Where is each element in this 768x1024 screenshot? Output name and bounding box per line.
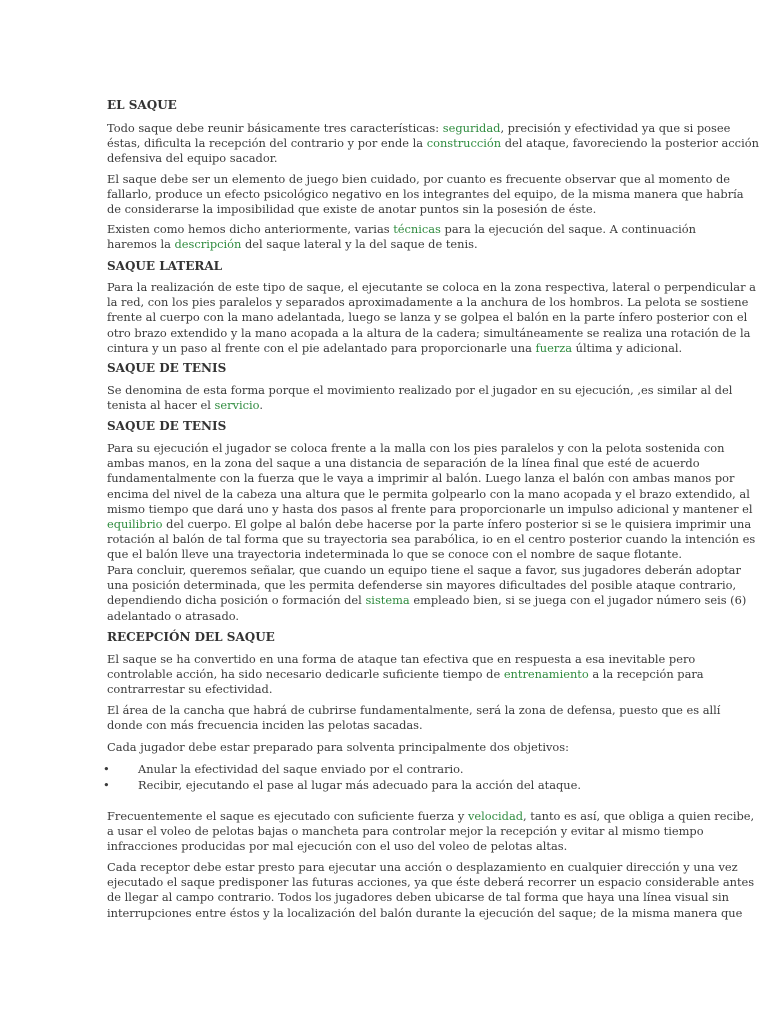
heading-saque-de-tenis-2: SAQUE DE TENIS [107,419,227,433]
text-line: mismo tiempo que dará uno y hasta dos pasos al frente para proporcionarle un impulso adicional y mantener el [107,501,753,516]
text: dependiendo dicha posición o formación del [107,593,366,608]
heading-recepcion-del-saque: RECEPCIÓN DEL SAQUE [107,630,275,644]
text-line: que el balón lleve una trayectoria indeterminada lo que se conoce con el nombre de saque flotante. [107,547,682,562]
paragraph-concluir [107,563,747,624]
paragraph-saque-tenis-ejecucion [107,441,756,563]
text: Frecuentemente el saque es ejecutado con suficiente fuerza y [107,809,468,823]
text: a la recepción para [588,667,704,682]
text-line: contrarrestar su efectividad. [107,682,273,697]
paragraph-saque-tenis-def [107,383,733,413]
text: , precisión y efectividad ya que si posee [500,121,731,135]
paragraph-tecnicas [107,222,696,252]
text: éstas, dificulta la recepción del contrario y por ende la [107,136,427,151]
paragraph-intro [107,121,759,167]
text: Todo saque debe reunir básicamente tres características: [107,121,443,135]
paragraph-receptor [107,860,755,921]
text: última y adicional. [572,340,683,355]
link-construccion[interactable]: construcción [426,136,502,151]
text-line: infracciones producidas por mal ejecución con el uso del voleo de pelotas altas. [107,839,568,854]
text-line: fallarlo, produce un efecto psicológico negativo en los integrantes del equipo, de la misma manera que habría [107,187,744,202]
paragraph-saque-cuidado [107,172,744,218]
paragraph-area-cancha [107,703,721,733]
text-line: rotación al balón de tal forma que su trayectoria sea parabólica, io en el centro posterior cuando la intención es [107,532,756,547]
link-fuerza[interactable]: fuerza [535,340,573,355]
text-line: Para concluir, queremos señalar, que cuando un equipo tiene el saque a favor, sus jugadores deberán adoptar [107,563,741,577]
text-line: Para su ejecución el jugador se coloca frente a la malla con los pies paralelos y con la pelota sostenida con [107,441,725,455]
list-item-text: Anular la efectividad del saque enviado por el contrario. [138,762,464,776]
text: empleado bien, si se juega con el jugador número seis (6) [409,593,747,608]
text-line: defensiva del equipo sacador. [107,151,278,166]
text-line: El área de la cancha que habrá de cubrirse fundamentalmente, será la zona de defensa, puesto que es allí [107,703,721,717]
heading-el-saque: EL SAQUE [107,98,177,112]
text-line: Cada jugador debe estar preparado para solventa principalmente dos objetivos: [107,740,569,754]
text-line: El saque debe ser un elemento de juego bien cuidado, por cuanto es frecuente observar que al momento de [107,172,730,186]
text-line: a usar el voleo de pelotas bajas o mancheta para controlar mejor la recepción y evitar al mismo tiempo [107,824,704,839]
text-line: El saque se ha convertido en una forma de ataque tan efectiva que en respuesta a esa inevitable pero [107,652,696,666]
text: tenista al hacer el [107,398,215,413]
text-line: Se denomina de esta forma porque el movimiento realizado por el jugador en su ejecución, ,es similar al del [107,383,733,397]
paragraph-saque-lateral [107,280,756,356]
text: del ataque, favoreciendo la posterior acción [501,136,759,151]
text: haremos la [107,237,175,252]
text-line: de considerarse la imposibilidad que existe de anotar puntos sin la posesión de éste. [107,202,597,217]
bullet-marker: • [103,778,110,792]
heading-saque-lateral: SAQUE LATERAL [107,259,223,273]
text: Existen como hemos dicho anteriormente, varias [107,222,394,236]
text: para la ejecución del saque. A continuación [440,222,696,236]
text-line: adelantado o atrasado. [107,608,240,623]
paragraph-recepcion [107,652,704,698]
link-seguridad[interactable]: seguridad [442,121,501,135]
link-velocidad[interactable]: velocidad [467,809,524,823]
text: del cuerpo. El golpe al balón debe hacerse por la parte ínfero posterior si se le quisiera imprimir una [162,517,752,532]
link-entrenamiento[interactable]: entrenamiento [503,667,589,682]
link-servicio[interactable]: servicio [214,398,260,413]
text-line: interrupciones entre éstos y la localización del balón durante la ejecución del saque; de la misma manera que [107,905,743,920]
text-line: Para la realización de este tipo de saque, el ejecutante se coloca en la zona respectiva, lateral o perpendicular a [107,280,756,294]
text-line: donde con más frecuencia inciden las pelotas sacadas. [107,718,423,733]
text-line: ejecutado el saque predisponer las futuras acciones, ya que éste deberá recorrer un espacio considerable antes [107,875,755,890]
link-descripcion[interactable]: descripción [174,237,242,252]
text-line: encima del nivel de la cabeza una altura que le permita golpearlo con la mano acopada y el brazo extendido, al [107,486,750,501]
text: del saque lateral y la del saque de tenis. [241,237,478,252]
link-equilibrio[interactable]: equilibrio [107,517,163,532]
link-sistema[interactable]: sistema [365,593,410,608]
text-line: frente al cuerpo con la mano adelantada, luego se lanza y se golpea el balón en la parte ínfero posterior con el [107,310,748,325]
text-line: la red, con los pies paralelos y separados aproximadamente a la anchura de los hombros. La pelota se sostiene [107,295,749,310]
link-tecnicas[interactable]: técnicas [393,222,441,236]
text-line: ambas manos, en la zona del saque a una distancia de separación de la línea final que esté de acuerdo [107,456,700,471]
text: . [259,398,263,413]
text: cintura y un paso al frente con el pie adelantado para proporcionarle una [107,340,536,355]
paragraph-velocidad [107,809,755,855]
text-line: de llegar al campo contrario. Todos los jugadores deben ubicarse de tal forma que haya una línea visual sin [107,890,729,905]
paragraph-objetivos [107,740,662,755]
text-line: una posición determinada, que les permita defenderse sin mayores dificultades del posible ataque contrario, [107,578,737,593]
bullet-marker: • [103,762,110,776]
heading-saque-de-tenis-1: SAQUE DE TENIS [107,361,227,375]
text: controlable acción, ha sido necesario dedicarle suficiente tiempo de [107,667,504,682]
text-line: otro brazo extendido y la mano acopada a la altura de la cadera; simultáneamente se realiza una rotación de la [107,325,751,340]
text-line: Cada receptor debe estar presto para ejecutar una acción o desplazamiento en cualquier dirección y una vez [107,860,738,874]
list-item-text: Recibir, ejecutando el pase al lugar más adecuado para la acción del ataque. [138,778,581,792]
text-line: fundamentalmente con la fuerza que le vaya a imprimir al balón. Luego lanza el balón con ambas manos por [107,471,735,486]
text: , tanto es así, que obliga a quien recibe, [523,809,755,823]
